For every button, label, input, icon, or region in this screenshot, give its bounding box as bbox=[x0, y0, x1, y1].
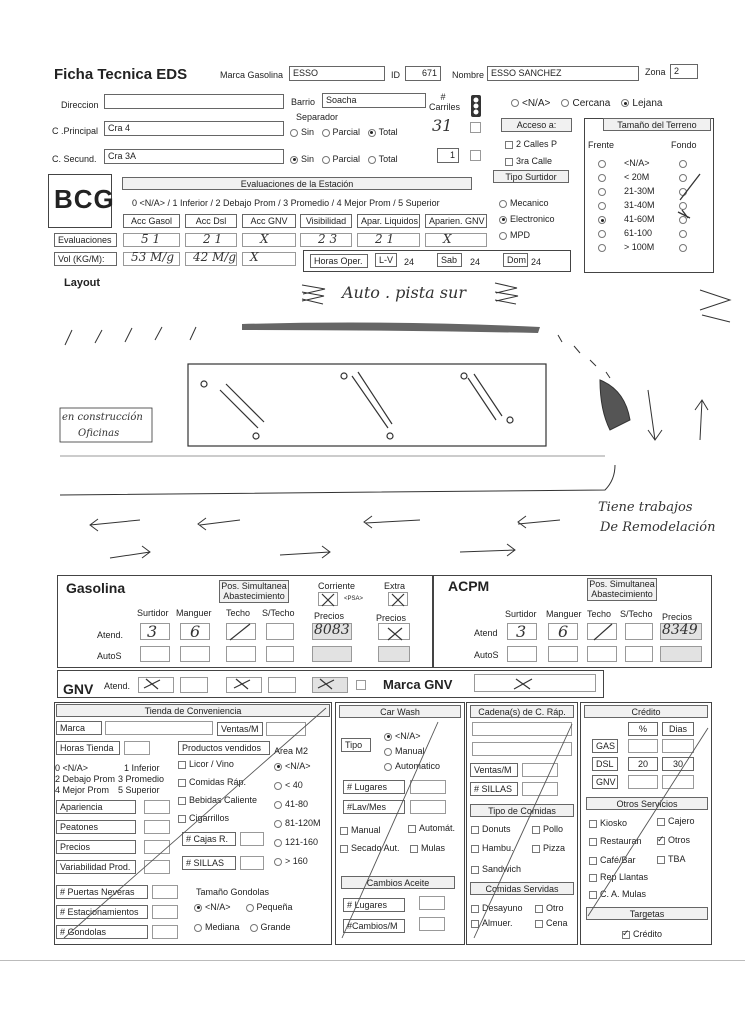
cadena-cena: Cena bbox=[535, 918, 568, 928]
credito-dsl-dias[interactable]: 30 bbox=[662, 757, 694, 771]
credito-gnv-label: GNV bbox=[592, 775, 618, 789]
gasolina-price-extra-autos[interactable] bbox=[378, 646, 410, 662]
tienda-area-label: 121-160 bbox=[285, 837, 319, 847]
barrio-label: Barrio bbox=[291, 97, 316, 107]
gasolina-techo-autos[interactable] bbox=[226, 646, 256, 662]
marca-gasolina-label: Marca Gasolina bbox=[220, 70, 284, 80]
distance-lejana-radio[interactable] bbox=[621, 99, 629, 107]
direccion-field[interactable] bbox=[104, 94, 284, 109]
tienda-eval-label: Variabilidad Prod. bbox=[56, 860, 136, 874]
terreno-fondo-label: Fondo bbox=[671, 140, 697, 150]
tipo-surtidor-title: Tipo Surtidor bbox=[493, 170, 569, 183]
eval-column-header: Apar. Liquidos bbox=[357, 214, 420, 228]
cadena-hambu: Hambu. bbox=[471, 843, 514, 853]
vol-value: X bbox=[250, 250, 259, 264]
secundaria-parcial-radio[interactable] bbox=[322, 156, 330, 164]
targetas-title: Targetas bbox=[586, 907, 708, 920]
credito-title: Crédito bbox=[584, 705, 708, 718]
tienda-area-label: > 160 bbox=[285, 856, 308, 866]
terreno-handwritten-marks bbox=[670, 170, 710, 220]
nombre-field[interactable]: ESSO SANCHEZ bbox=[487, 66, 639, 81]
gasolina-corriente-label: Corriente bbox=[318, 581, 356, 591]
eval-column-header: Acc Dsl bbox=[185, 214, 237, 228]
terreno-option-label: 61-100 bbox=[624, 228, 653, 238]
carwash-mulas-chk: Mulas bbox=[410, 843, 445, 853]
horas-oper-label: Horas Oper. bbox=[310, 254, 368, 268]
acpm-price-autos[interactable] bbox=[660, 646, 702, 662]
cadena-title: Cadena(s) de C. Ráp. bbox=[470, 705, 574, 718]
principal-sin-radio[interactable] bbox=[290, 129, 298, 137]
acpm-surtidor-autos[interactable] bbox=[507, 646, 537, 662]
evaluaciones-row-label: Evaluaciones bbox=[54, 233, 117, 247]
gasolina-pos-simultanea: Pos. Simultanea Abastecimiento bbox=[219, 580, 289, 603]
credito-dias-label: Dias bbox=[662, 722, 694, 736]
carwash-na: <N/A> bbox=[384, 731, 421, 741]
tienda-sillas-label: # SILLAS bbox=[182, 856, 236, 870]
credito-dsl-pct[interactable]: 20 bbox=[628, 757, 658, 771]
carriles-checkbox[interactable] bbox=[470, 122, 481, 133]
gasolina-manguer-autos[interactable] bbox=[180, 646, 210, 662]
acpm-manguer-label: Manguer bbox=[546, 609, 582, 619]
terreno-frente-radio[interactable] bbox=[598, 188, 606, 196]
carwash-secado-chk: Secado Aut. bbox=[340, 843, 400, 853]
tienda-scale-2: 1 Inferior bbox=[124, 763, 160, 773]
terreno-frente-radio[interactable] bbox=[598, 160, 606, 168]
terreno-frente-radio[interactable] bbox=[598, 244, 606, 252]
evaluaciones-scale: 0 <N/A> / 1 Inferior / 2 Debajo Prom / 3 Promedio / 4 Mejor Prom / 5 Superior bbox=[132, 198, 440, 208]
dom-value[interactable]: 24 bbox=[531, 257, 542, 267]
cadena-pizza: Pizza bbox=[532, 843, 565, 853]
sab-value[interactable]: 24 bbox=[470, 257, 481, 267]
eval-column-header: Aparien. GNV bbox=[425, 214, 487, 228]
carwash-automat-chk: Automát. bbox=[408, 823, 455, 833]
carwash-manual: Manual bbox=[384, 746, 425, 756]
layout-note-left-2: Oficinas bbox=[78, 428, 120, 439]
cadena-desayuno: Desayuno bbox=[471, 903, 523, 913]
terreno-fondo-radio[interactable] bbox=[679, 230, 687, 238]
area-m2-label: Area M2 bbox=[274, 746, 309, 756]
eval-score-cell[interactable] bbox=[425, 233, 487, 247]
acpm-pos-simultanea: Pos. Simultanea Abastecimiento bbox=[587, 578, 657, 601]
carwash-manual-chk: Manual bbox=[340, 825, 381, 835]
tienda-marca-label: Marca bbox=[56, 721, 102, 735]
distance-cercana-radio[interactable] bbox=[561, 99, 569, 107]
puertas-neveras-label: # Puertas Neveras bbox=[56, 885, 148, 899]
gasolina-price-corriente-autos[interactable] bbox=[312, 646, 352, 662]
tienda-strike-line bbox=[60, 706, 330, 942]
acpm-stecho-label: S/Techo bbox=[620, 609, 653, 619]
svc-cafe: Café/Bar bbox=[589, 855, 636, 865]
eval-score-value: X bbox=[260, 232, 269, 246]
layout-note-right-2: De Remodelación bbox=[600, 520, 716, 535]
gasolina-extra-label: Extra bbox=[384, 581, 406, 591]
cadena-ventas-label: Ventas/M bbox=[470, 763, 518, 777]
c-principal-label: C .Principal bbox=[52, 126, 99, 136]
gondolas-row-1: <N/A> Pequeña bbox=[194, 902, 293, 912]
cadena-pollo: Pollo bbox=[532, 824, 563, 834]
tienda-product-label: Licor / Vino bbox=[189, 759, 234, 769]
marca-gnv-title: Marca GNV bbox=[383, 677, 453, 692]
principal-parcial-radio[interactable] bbox=[322, 129, 330, 137]
c-secundaria-field[interactable]: Cra 3A bbox=[104, 149, 284, 164]
gasolina-surtidor-label: Surtidor bbox=[137, 608, 169, 618]
acpm-stecho-autos[interactable] bbox=[625, 646, 653, 662]
tienda-eval-label: Precios bbox=[56, 840, 136, 854]
terreno-option-label: 31-40M bbox=[624, 200, 655, 210]
gasolina-autos-label: AutoS bbox=[97, 651, 122, 661]
carriles-value[interactable]: 31 bbox=[432, 116, 453, 135]
credito-pct-label: % bbox=[628, 722, 658, 736]
tienda-scale-4: 3 Promedio bbox=[118, 774, 165, 784]
tienda-scale-3: 2 Debajo Prom bbox=[55, 774, 116, 784]
terreno-frente-label: Frente bbox=[588, 140, 615, 150]
eval-score-cell[interactable] bbox=[242, 233, 296, 247]
gasolina-handwritten-checks bbox=[220, 590, 420, 646]
layout-note-top: Auto . pista sur bbox=[342, 283, 466, 302]
cadena-otro: Otro bbox=[535, 903, 564, 913]
gondolas-label: # Gondolas bbox=[56, 925, 148, 939]
terreno-fondo-radio[interactable] bbox=[679, 160, 687, 168]
tipo-surtidor-mecanico: Mecanico bbox=[499, 198, 549, 208]
tienda-area-label: 41-80 bbox=[285, 799, 309, 809]
credito-dsl-label: DSL bbox=[592, 757, 618, 771]
svc-cajero: Cajero bbox=[657, 816, 695, 826]
cadena-sandwich: Sandwich bbox=[471, 864, 521, 874]
tienda-eval-label: Apariencia bbox=[56, 800, 136, 814]
mecanico-radio[interactable] bbox=[499, 200, 507, 208]
acpm-price-value: 8349 bbox=[662, 622, 698, 638]
tienda-scale-1: 0 <N/A> bbox=[55, 763, 89, 773]
eval-column-header: Acc Gasol bbox=[123, 214, 180, 228]
marca-gasolina-field[interactable]: ESSO bbox=[289, 66, 385, 81]
svc-kiosko: Kiosko bbox=[589, 818, 627, 828]
gasolina-title: Gasolina bbox=[66, 580, 126, 596]
eval-score-value: 2 1 bbox=[375, 232, 395, 246]
tipo-comidas-title: Tipo de Comidas bbox=[470, 804, 574, 817]
comidas-servidas-title: Comidas Servidas bbox=[470, 882, 574, 895]
eval-score-value: 5 1 bbox=[141, 232, 161, 246]
svc-tba: TBA bbox=[657, 854, 686, 864]
carwash-strike-line bbox=[338, 718, 464, 943]
separador-label: Separador bbox=[296, 112, 339, 122]
principal-total-radio[interactable] bbox=[368, 129, 376, 137]
tienda-area-label: 81-120M bbox=[285, 818, 321, 828]
terreno-option-label: < 20M bbox=[624, 172, 650, 182]
distance-na-radio[interactable] bbox=[511, 99, 519, 107]
acpm-precios-label: Precios bbox=[662, 612, 693, 622]
lv-value[interactable]: 24 bbox=[404, 257, 415, 267]
gasolina-atend-label: Atend. bbox=[97, 630, 124, 640]
svc-mulas: C. A. Mulas bbox=[589, 889, 646, 899]
carwash-lugares-label: # Lugares bbox=[343, 780, 405, 794]
vol-row-label: Vol (KG/M): bbox=[54, 252, 117, 266]
cambios-aceite-title: Cambios Aceite bbox=[341, 876, 455, 889]
zona-label: Zona bbox=[645, 67, 666, 77]
principal-separador-options: Sin Parcial Total bbox=[290, 127, 398, 137]
gnv-title: GNV bbox=[63, 681, 94, 697]
terreno-option-label: > 100M bbox=[624, 242, 655, 252]
tienda-area-label: < 40 bbox=[285, 780, 303, 790]
c-secundaria-label: C. Secund. bbox=[52, 154, 97, 164]
layout-title: Layout bbox=[64, 277, 101, 289]
tipo-surtidor-mpd: MPD bbox=[499, 230, 530, 240]
acceso-tercera-calle: 3ra Calle bbox=[505, 156, 552, 166]
tienda-product-label: Comidas Ráp. bbox=[189, 777, 247, 787]
cadena-sillas-label: # SILLAS bbox=[470, 782, 518, 796]
carriles-label: # Carriles bbox=[429, 92, 461, 112]
page-title: Ficha Tecnica EDS bbox=[54, 66, 188, 83]
terreno-frente-radio[interactable] bbox=[598, 202, 606, 210]
gnv-handwritten-marks bbox=[138, 674, 558, 696]
eval-column-header: Visibilidad bbox=[300, 214, 352, 228]
tamano-gondolas-label: Tamaño Gondolas bbox=[196, 887, 270, 897]
acpm-handwritten-check bbox=[588, 620, 618, 642]
id-label: ID bbox=[391, 70, 400, 80]
secundaria-sin-radio[interactable] bbox=[290, 156, 298, 164]
barrio-field[interactable]: Soacha bbox=[322, 93, 426, 108]
credito-checkbox[interactable] bbox=[622, 931, 630, 939]
terreno-title: Tamaño del Terreno bbox=[603, 118, 711, 131]
secundaria-num-field[interactable]: 1 bbox=[437, 148, 459, 163]
tienda-eval-label: Peatones bbox=[56, 820, 136, 834]
cambios-lugares-label: # Lugares bbox=[343, 898, 405, 912]
bcg-logo: BCG bbox=[54, 184, 115, 214]
gasolina-stecho-label: S/Techo bbox=[262, 608, 295, 618]
acpm-surtidor-value: 3 bbox=[516, 622, 527, 641]
estacionamientos-label: # Estacionamientos bbox=[56, 905, 148, 919]
tienda-scale-5: 4 Mejor Prom bbox=[55, 785, 110, 795]
gasolina-manguer-label: Manguer bbox=[176, 608, 212, 618]
acceso-tercera-calle-checkbox[interactable] bbox=[505, 158, 513, 166]
c-principal-field[interactable]: Cra 4 bbox=[104, 121, 284, 136]
gasolina-precios-label-2: Precios bbox=[376, 613, 407, 623]
distance-options: <N/A> Cercana Lejana bbox=[511, 98, 662, 109]
lv-label: L-V bbox=[375, 253, 397, 267]
carwash-lav-label: #Lav/Mes bbox=[343, 800, 405, 814]
evaluaciones-title: Evaluaciones de la Estación bbox=[122, 177, 472, 190]
acpm-techo-autos[interactable] bbox=[587, 646, 617, 662]
terreno-option-label: <N/A> bbox=[624, 158, 650, 168]
nombre-label: Nombre bbox=[452, 70, 485, 80]
gasolina-surtidor-value: 3 bbox=[147, 622, 158, 641]
gasolina-stecho-autos[interactable] bbox=[266, 646, 294, 662]
tienda-scale-6: 5 Superior bbox=[118, 785, 160, 795]
terreno-fondo-radio[interactable] bbox=[679, 244, 687, 252]
svc-otros: ✓ Otros bbox=[657, 835, 690, 845]
layout-note-left-1: en construcción bbox=[62, 412, 143, 423]
tienda-product-label: Cigarrillos bbox=[189, 813, 230, 823]
gasolina-techo-label: Techo bbox=[226, 608, 251, 618]
dom-label: Dom bbox=[503, 253, 528, 267]
carwash-title: Car Wash bbox=[339, 705, 461, 718]
targeta-credito: ✓Crédito bbox=[622, 929, 662, 939]
layout-note-right-1: Tiene trabajos bbox=[598, 500, 693, 515]
svc-llantas: Rep Llantas bbox=[589, 872, 648, 882]
gasolina-surtidor-autos[interactable] bbox=[140, 646, 170, 662]
cambios-cambios-label: #Cambios/M bbox=[343, 919, 405, 933]
acpm-manguer-autos[interactable] bbox=[548, 646, 578, 662]
acceso-title: Acceso a: bbox=[501, 118, 572, 132]
acpm-title: ACPM bbox=[448, 578, 490, 594]
secundaria-checkbox[interactable] bbox=[470, 150, 481, 161]
secundaria-separador-options: Sin Parcial Total bbox=[290, 154, 398, 164]
acceso-dos-calles: 2 Calles P bbox=[505, 139, 557, 149]
vol-value: 53 M/g bbox=[131, 250, 175, 264]
tienda-ventas-label: Ventas/M bbox=[217, 722, 263, 736]
credito-gas-label: GAS bbox=[592, 739, 618, 753]
gasolina-price-tag: <PSA> bbox=[344, 596, 364, 602]
tienda-horas-label: Horas Tienda bbox=[56, 741, 120, 755]
cadena-donuts: Donuts bbox=[471, 824, 511, 834]
traffic-light-icon bbox=[468, 94, 484, 120]
sab-label: Sab bbox=[437, 253, 462, 267]
credito-strike-line bbox=[582, 720, 712, 920]
id-field[interactable]: 671 bbox=[405, 66, 441, 81]
page-bottom-rule bbox=[0, 960, 745, 961]
acpm-autos-label: AutoS bbox=[474, 650, 499, 660]
gasolina-manguer-value: 6 bbox=[190, 622, 201, 641]
acpm-surtidor-label: Surtidor bbox=[505, 609, 537, 619]
gasolina-precios-label-1: Precios bbox=[314, 611, 345, 621]
zona-field[interactable]: 2 bbox=[670, 64, 698, 79]
acpm-atend-label: Atend bbox=[474, 628, 498, 638]
tipo-surtidor-electronico: Electronico bbox=[499, 214, 555, 224]
svc-restauran: Restauran bbox=[589, 836, 642, 846]
terreno-frente-radio[interactable] bbox=[598, 174, 606, 182]
tienda-area-label: <N/A> bbox=[285, 761, 311, 771]
tienda-title: Tienda de Conveniencia bbox=[56, 704, 330, 717]
cadena-almuer: Almuer. bbox=[471, 918, 513, 928]
productos-vendidos-label: Productos vendidos bbox=[178, 741, 270, 755]
eval-column-header: Acc GNV bbox=[242, 214, 296, 228]
gasolina-price-corriente-value: 8083 bbox=[314, 622, 350, 638]
otros-servicios-title: Otros Servicios bbox=[586, 797, 708, 810]
acpm-techo-label: Techo bbox=[587, 609, 612, 619]
eval-score-value: X bbox=[443, 232, 452, 246]
gnv-atend-label: Atend. bbox=[104, 681, 131, 691]
eval-score-value: 2 3 bbox=[318, 232, 338, 246]
tienda-product-label: Bebidas Caliente bbox=[189, 795, 258, 805]
mpd-radio[interactable] bbox=[499, 232, 507, 240]
cadena-strike-line bbox=[468, 720, 578, 943]
electronico-radio[interactable] bbox=[499, 216, 507, 224]
carwash-automatico: Automatico bbox=[384, 761, 440, 771]
carwash-tipo-label: Tipo bbox=[341, 738, 371, 752]
gondolas-row-2: Mediana Grande bbox=[194, 922, 291, 932]
terreno-option-label: 21-30M bbox=[624, 186, 655, 196]
direccion-label: Direccion bbox=[61, 100, 99, 110]
acpm-manguer-value: 6 bbox=[558, 622, 569, 641]
vol-value: 42 M/g bbox=[193, 250, 237, 264]
cajas-label: # Cajas R. bbox=[182, 832, 236, 846]
acceso-dos-calles-checkbox[interactable] bbox=[505, 141, 513, 149]
secundaria-total-radio[interactable] bbox=[368, 156, 376, 164]
terreno-option-label: 41-60M bbox=[624, 214, 655, 224]
terreno-frente-radio[interactable] bbox=[598, 230, 606, 238]
eval-score-value: 2 1 bbox=[203, 232, 223, 246]
acpm-stecho-atend[interactable] bbox=[625, 623, 653, 640]
terreno-frente-radio[interactable] bbox=[598, 216, 606, 224]
